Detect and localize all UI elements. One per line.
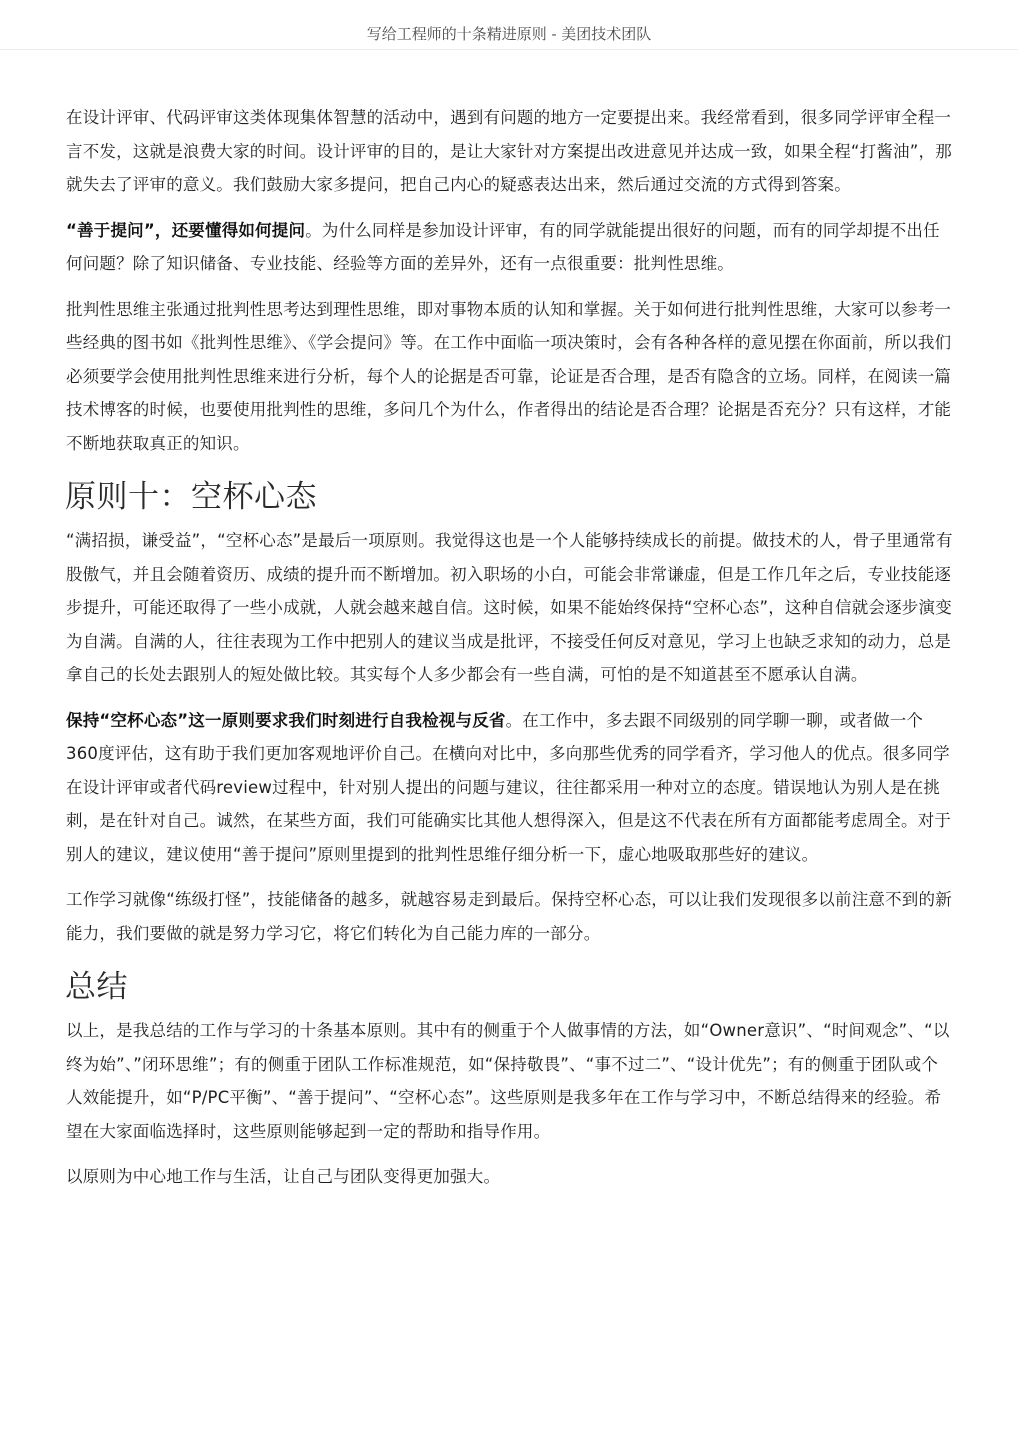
page-title: 写给工程师的十条精进原则 - 美团技术团队 [366,25,652,43]
emphasis-ask-well: “善于提问”，还要懂得如何提问 [66,220,306,240]
paragraph-how-to-ask [66,214,954,281]
paragraph-self-review [66,704,954,872]
paragraph-how-to-ask-text: 。为什么同样是参加设计评审，有的同学就能提出很好的问题，而有的同学却提不出任何问题？除了知识储备、专业技能、经验等方面的差异外，还有一点很重要：批判性思维。 [66,220,940,273]
paragraph-leveling-up: 工作学习就像“练级打怪”，技能储备的越多，就越容易走到最后。保持空杯心态，可以让我们发现很多以前注意不到的新能力，我们要做的就是努力学习它，将它们转化为自己能力库的一部分。 [66,890,952,943]
paragraph-closing: 以原则为中心地工作与生活，让自己与团队变得更加强大。 [66,1167,501,1186]
paragraph-self-review-text: 。在工作中，多去跟不同级别的同学聊一聊，或者做一个360度评估，这有助于我们更加客观地评价自己。在横向对比中，多向那些优秀的同学看齐，学习他人的优点。很多同学在设计评审或者代码review过程中，针对别人提出的问题与建议，往往都采用一种对立的态度。错误地认为别人是在挑刺，是在针对自己。诚然，在某些方面，我们可能确实比其他人想得深入，但是这不代表在所有方面都能考虑周全。对于别人的建议，建议使用“善于提问”原则里提到的批判性思维仔细分析一下，虚心地吸取那些好的建议。 [66,710,952,864]
heading-summary: 总结 [65,969,128,1005]
heading-principle-ten: 原则十：空杯心态 [65,479,317,515]
paragraph-empty-cup: “满招损，谦受益”，“空杯心态”是最后一项原则。我觉得这也是一个人能够持续成长的前提。做技术的人，骨子里通常有股傲气，并且会随着资历、成绩的提升而不断增加。初入职场的小白，可能会非常谦虚，但是工作几年之后，专业技能逐步提升，可能还取得了一些小成就，人就会越来越自信。这时候，如果不能始终保持“空杯心态”，这种自信就会逐步演变为自满。自满的人，往往表现为工作中把别人的建议当成是批评，不接受任何反对意见，学习上也缺乏求知的动力，总是拿自己的长处去跟别人的短处做比较。其实每个人多少都会有一些自满，可怕的是不知道甚至不愿承认自满。 [66,531,953,684]
paragraph-critical-thinking: 批判性思维主张通过批判性思考达到理性思维，即对事物本质的认知和掌握。关于如何进行批判性思维，大家可以参考一些经典的图书如《批判性思维》、《学会提问》等。在工作中面临一项决策时，会有各种各样的意见摆在你面前，所以我们必须要学会使用批判性思维来进行分析，每个人的论据是否可靠，论证是否合理，是否有隐含的立场。同样，在阅读一篇技术博客的时候，也要使用批判性的思维，多问几个为什么，作者得出的结论是否合理？论据是否充分？只有这样，才能不断地获取真正的知识。 [66,299,952,453]
paragraph-critique-in-reviews: 在设计评审、代码评审这类体现集体智慧的活动中，遇到有问题的地方一定要提出来。我经常看到，很多同学评审全程一言不发，这就是浪费大家的时间。设计评审的目的，是让大家针对方案提出改进意见并达成一致，如果全程“打酱油”，那就失去了评审的意义。我们鼓励大家多提问，把自己内心的疑惑表达出来，然后通过交流的方式得到答案。 [66,108,952,194]
article-body [66,101,954,1194]
emphasis-self-review: 保持“空杯心态”这一原则要求我们时刻进行自我检视与反省 [66,710,506,730]
paragraph-summary: 以上，是我总结的工作与学习的十条基本原则。其中有的侧重于个人做事情的方法，如“Owner意识”、“时间观念”、“以终为始”、”闭环思维”；有的侧重于团队工作标准规范，如“保持敬畏”、“事不过二”、“设计优先”；有的侧重于团队或个人效能提升，如“P/PC平衡”、“善于提问”、“空杯心态”。这些原则是我多年在工作与学习中，不断总结得来的经验。希望在大家面临选择时，这些原则能够起到一定的帮助和指导作用。 [66,1021,950,1141]
page-header [0,0,1018,50]
